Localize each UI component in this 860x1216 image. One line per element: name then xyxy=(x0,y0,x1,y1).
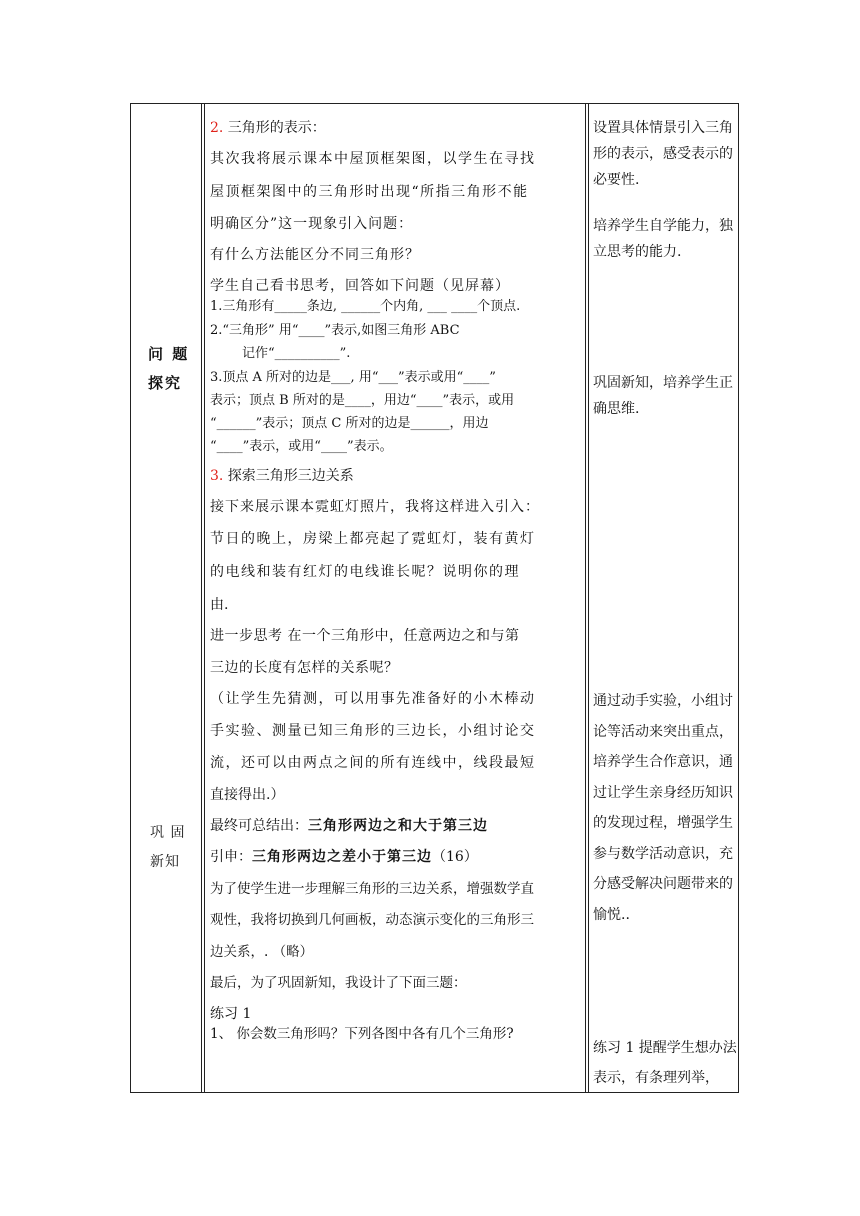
question-2-continued: 记作“__________”. xyxy=(242,346,351,361)
heading-3 xyxy=(210,467,354,485)
column-divider-1 xyxy=(201,103,202,1093)
extension-theorem: 三角形两边之差小于第三边 xyxy=(252,849,432,865)
paragraph-6-line-1: （让学生先猜测，可以用事先准备好的小木棒动 xyxy=(210,691,536,707)
question-3-line-2: 表示；顶点 B 所对的是____，用边“____”表示，或用 xyxy=(210,393,515,408)
paragraph-6-line-2: 手实验、测量已知三角形的三边长，小组讨论交 xyxy=(210,723,536,739)
extension-prefix: 引申： xyxy=(210,849,252,865)
extension-line xyxy=(210,848,478,866)
paragraph-4-line-2: 节日的晚上，房梁上都亮起了霓虹灯，装有黄灯 xyxy=(210,531,536,547)
paragraph-4-line-4: 由. xyxy=(210,597,229,613)
note-consolidate: 巩固新知，培养学生正确思维. xyxy=(593,375,733,417)
paragraph-6-line-4: 直接得出.） xyxy=(210,787,285,803)
paragraph-2: 有什么方法能区分不同三角形？ xyxy=(210,247,420,263)
conclusion-theorem: 三角形两边之和大于第三边 xyxy=(308,818,488,834)
table-right-border xyxy=(738,103,739,1093)
paragraph-9-line-3: 边关系，. （略） xyxy=(210,944,314,960)
column-divider-1b xyxy=(204,103,205,1093)
conclusion-prefix: 最终可总结出： xyxy=(210,818,308,834)
paragraph-3: 学生自己看书思考，回答如下问题（见屏幕） xyxy=(210,278,510,294)
heading-2-text: 三角形的表示： xyxy=(223,120,326,136)
conclusion-line xyxy=(210,817,488,835)
exercise-1-question: 1、 你会数三角形吗？下列各图中各有几个三角形? xyxy=(210,1026,514,1042)
paragraph-9-line-2: 观性，我将切换到几何画板，动态演示变化的三角形三 xyxy=(210,912,534,928)
question-1: 1.三角形有_____条边, ______个内角, ___ ____个顶点. xyxy=(210,299,521,314)
table-left-border xyxy=(130,103,131,1093)
heading-2-number: 2. xyxy=(210,120,224,136)
heading-2 xyxy=(210,119,326,137)
paragraph-10: 最后，为了巩固新知，我设计了下面三题： xyxy=(210,975,467,991)
section-label-wenti: 问 题 xyxy=(148,345,190,363)
section-label-tanjiu: 探究 xyxy=(148,374,183,392)
paragraph-6-line-3: 流，还可以由两点之间的所有连线中，线段最短 xyxy=(210,755,536,771)
exercise-title: 练习 1 xyxy=(210,1006,252,1022)
column-divider-2 xyxy=(585,103,586,1093)
note-exercise-1: 练习 1 提醒学生想办法表示，有条理列举， xyxy=(593,1040,737,1086)
note-self-study: 培养学生自学能力，独立思考的能力. xyxy=(593,218,733,260)
extension-suffix: （16） xyxy=(432,849,478,865)
paragraph-5-line-1: 进一步思考 在一个三角形中，任意两边之和与第 xyxy=(210,628,520,644)
heading-3-number: 3. xyxy=(210,468,224,484)
heading-3-text: 探索三角形三边关系 xyxy=(223,468,354,484)
paragraph-4-line-3: 的电线和装有红灯的电线谁长呢？说明你的理 xyxy=(210,564,520,580)
paragraph-4-line-1: 接下来展示课本霓虹灯照片，我将这样进入引入： xyxy=(210,499,540,515)
note-experiment: 通过动手实验，小组讨论等活动来突出重点，培养学生合作意识，通过让学生亲身经历知识的发现过程，增强学生参与数学活动意识，充分感受解决问题带来的愉悦.. xyxy=(593,693,733,923)
paragraph-1-line-1: 其次我将展示课本中屋顶框架图，以学生在寻找 xyxy=(210,151,536,167)
column-divider-2b xyxy=(588,103,589,1093)
paragraph-5-line-2: 三边的长度有怎样的关系呢？ xyxy=(210,660,399,676)
section-label-xinzhi: 新知 xyxy=(150,854,180,870)
note-representation: 设置具体情景引入三角形的表示，感受表示的必要性. xyxy=(593,120,733,188)
section-label-gonggu: 巩 固 xyxy=(150,825,186,841)
question-3-line-3: “______”表示；顶点 C 所对的边是______，用边 xyxy=(210,416,489,431)
paragraph-1-line-2: 屋顶框架图中的三角形时出现“所指三角形不能 xyxy=(210,184,529,200)
table-top-border xyxy=(130,103,739,104)
question-2: 2.“三角形” 用“____”表示,如图三角形 ABC xyxy=(210,323,460,338)
question-3-line-4: “____”表示，或用“____”表示。 xyxy=(210,439,393,454)
paragraph-1-line-3: 明确区分”这一现象引入问题： xyxy=(210,216,414,232)
paragraph-9-line-1: 为了使学生进一步理解三角形的三边关系，增强数学直 xyxy=(210,881,534,897)
question-3-line-1: 3.顶点 A 所对的边是___, 用“___”表示或用“____” xyxy=(210,370,496,385)
